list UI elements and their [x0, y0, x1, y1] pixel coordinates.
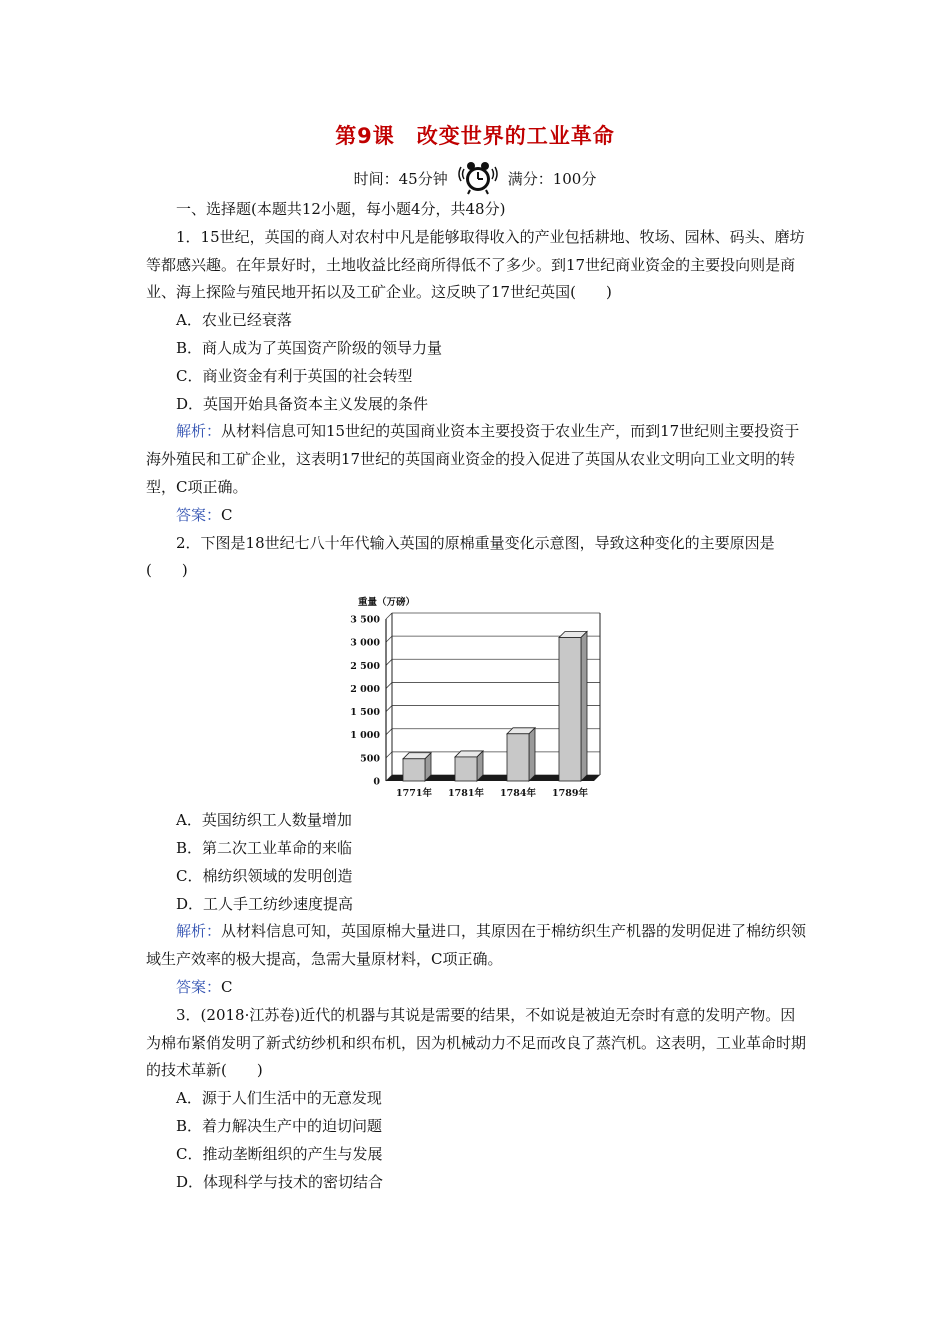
- y-tick-label: 500: [360, 753, 380, 765]
- y-tick-label: 3 000: [350, 637, 380, 649]
- analysis-text: 从材料信息可知15世纪的英国商业资本主要投资于农业生产，而到17世纪则主要投资于海外殖民和工矿企业，这表明17世纪的英国商业资金的投入促进了英国从农业文明向工业文明的转型，C项正确。: [146, 422, 800, 496]
- gridline-depth: [386, 636, 392, 642]
- bar: [403, 759, 425, 781]
- bar: [559, 638, 581, 781]
- bar: [455, 757, 477, 781]
- question-1-option-c: C．商业资金有利于英国的社会转型: [176, 366, 413, 385]
- answer-text: C: [221, 505, 233, 524]
- gridline-depth: [386, 683, 392, 689]
- question-2-answer: [146, 974, 808, 1002]
- question-3-option-c: C．推动垄断组织的产生与发展: [176, 1144, 383, 1163]
- exam-meta: [0, 160, 950, 196]
- gridline-depth: [386, 659, 392, 665]
- section-heading: 一、选择题(本题共12小题，每小题4分，共48分): [176, 200, 506, 218]
- question-3-option-a: A．源于人们生活中的无意发现: [176, 1089, 382, 1108]
- x-tick-label: 1771年: [396, 788, 432, 800]
- question-1-option-a: A．农业已经衰落: [176, 311, 292, 330]
- analysis-label: 解析：: [176, 922, 222, 941]
- gridline-depth: [386, 729, 392, 735]
- alarm-clock-icon: [458, 161, 498, 195]
- question-1-stem: 1．15世纪，英国的商人对农村中凡是能够取得收入的产业包括耕地、牧场、园林、码头、磨坊等都感兴趣。在年景好时，土地收益比经商所得低不了多少。到17世纪商业资金的主要投向则是商业、海上探险与殖民地开拓以及工矿企业。这反映了17世纪英国( ): [146, 227, 805, 302]
- answer-label: 答案：: [176, 977, 222, 996]
- question-2-option-a: A．英国纺织工人数量增加: [176, 811, 352, 830]
- y-tick-label: 0: [373, 776, 380, 788]
- question-1-option-b: B．商人成为了英国资产阶级的领导力量: [176, 338, 443, 357]
- gridline-depth: [386, 613, 392, 619]
- time-limit: 时间：45分钟: [353, 169, 448, 188]
- y-tick-label: 1 500: [350, 707, 380, 719]
- bar-side: [529, 728, 535, 781]
- question-3-option-b: B．着力解决生产中的迫切问题: [176, 1116, 383, 1135]
- x-tick-label: 1781年: [448, 788, 484, 800]
- y-axis-label: 重量（万磅）: [358, 597, 416, 609]
- gridline-depth: [386, 752, 392, 758]
- question-2-option-d: D．工人手工纺纱速度提高: [176, 894, 354, 913]
- question-content: [146, 196, 808, 1196]
- question-1-option-d: D．英国开始具备资本主义发展的条件: [176, 394, 429, 413]
- gridline-depth: [386, 706, 392, 712]
- answer-label: 答案：: [176, 505, 222, 524]
- analysis-text: 从材料信息可知，英国原棉大量进口，其原因在于棉纺织生产机器的发明促进了棉纺织领域生产效率的极大提高，急需大量原材料，C项正确。: [146, 922, 807, 969]
- question-3-option-d: D．体现科学与技术的密切结合: [176, 1172, 384, 1191]
- question-2-analysis: [146, 918, 808, 974]
- y-tick-label: 3 500: [350, 614, 380, 626]
- question-2-option-c: C．棉纺织领域的发明创造: [176, 866, 353, 885]
- answer-text: C: [221, 977, 233, 996]
- question-1-analysis: [146, 418, 808, 501]
- bar: [507, 734, 529, 781]
- bar-side: [581, 632, 587, 781]
- y-tick-label: 2 500: [350, 660, 380, 672]
- page-title: 第9课 改变世界的工业革命: [335, 124, 615, 148]
- x-tick-label: 1789年: [552, 788, 588, 800]
- cotton-import-chart: [146, 591, 808, 803]
- question-3-stem: 3．(2018·江苏卷)近代的机器与其说是需要的结果，不如说是被迫无奈时有意的发明产物。因为棉布紧俏发明了新式纺纱机和织布机，因为机械动力不足而改良了蒸汽机。这表明，工业革命时期的技术革新( ): [146, 1005, 807, 1080]
- bar-chart: [332, 591, 622, 803]
- y-tick-label: 1 000: [350, 730, 380, 742]
- question-2-option-b: B．第二次工业革命的来临: [176, 838, 353, 857]
- full-score: 满分：100分: [507, 169, 597, 188]
- x-tick-label: 1784年: [500, 788, 536, 800]
- y-tick-label: 2 000: [350, 684, 380, 696]
- question-1-answer: [146, 502, 808, 530]
- analysis-label: 解析：: [176, 422, 222, 441]
- question-2-stem: 2．下图是18世纪七八十年代输入英国的原棉重量变化示意图，导致这种变化的主要原因是( ): [146, 533, 775, 580]
